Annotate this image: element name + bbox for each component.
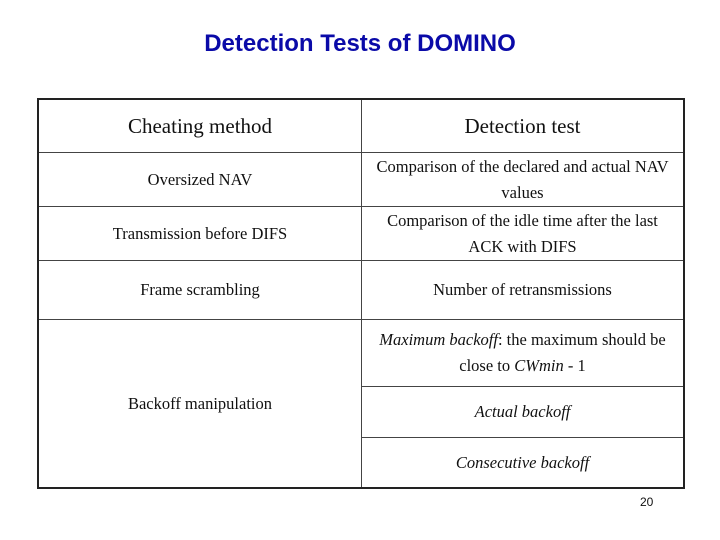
test-cell [362, 320, 685, 387]
detection-table [37, 98, 685, 489]
slide-title: Detection Tests of DOMINO [204, 30, 516, 57]
maximum-backoff-text-b: - 1 [563, 356, 586, 375]
method-cell: Oversized NAV [38, 153, 362, 207]
actual-backoff-text: Actual backoff [474, 402, 571, 421]
test-cell [362, 438, 685, 489]
table-row [38, 153, 684, 207]
header-detection-test: Detection test [362, 99, 685, 153]
table-header-row [38, 99, 684, 153]
method-cell: Frame scrambling [38, 261, 362, 320]
test-cell: Comparison of the declared and actual NAV values [362, 153, 685, 207]
method-cell: Backoff manipulation [38, 320, 362, 489]
table-row [38, 320, 684, 387]
test-cell: Number of retransmissions [362, 261, 685, 320]
maximum-backoff-term: Maximum backoff [379, 330, 498, 349]
page-number: 20 [640, 495, 654, 509]
method-cell: Transmission before DIFS [38, 207, 362, 261]
cwmin-term: CWmin [514, 356, 564, 375]
table-row [38, 261, 684, 320]
consecutive-backoff-text: Consecutive backoff [455, 452, 590, 472]
test-cell: Comparison of the idle time after the last ACK with DIFS [362, 207, 685, 261]
detection-table-container [37, 98, 685, 480]
test-cell [362, 387, 685, 438]
table-row [38, 207, 684, 261]
header-cheating-method: Cheating method [38, 99, 362, 153]
maximum-backoff-text-a: : the maximum should be close to [459, 330, 666, 375]
